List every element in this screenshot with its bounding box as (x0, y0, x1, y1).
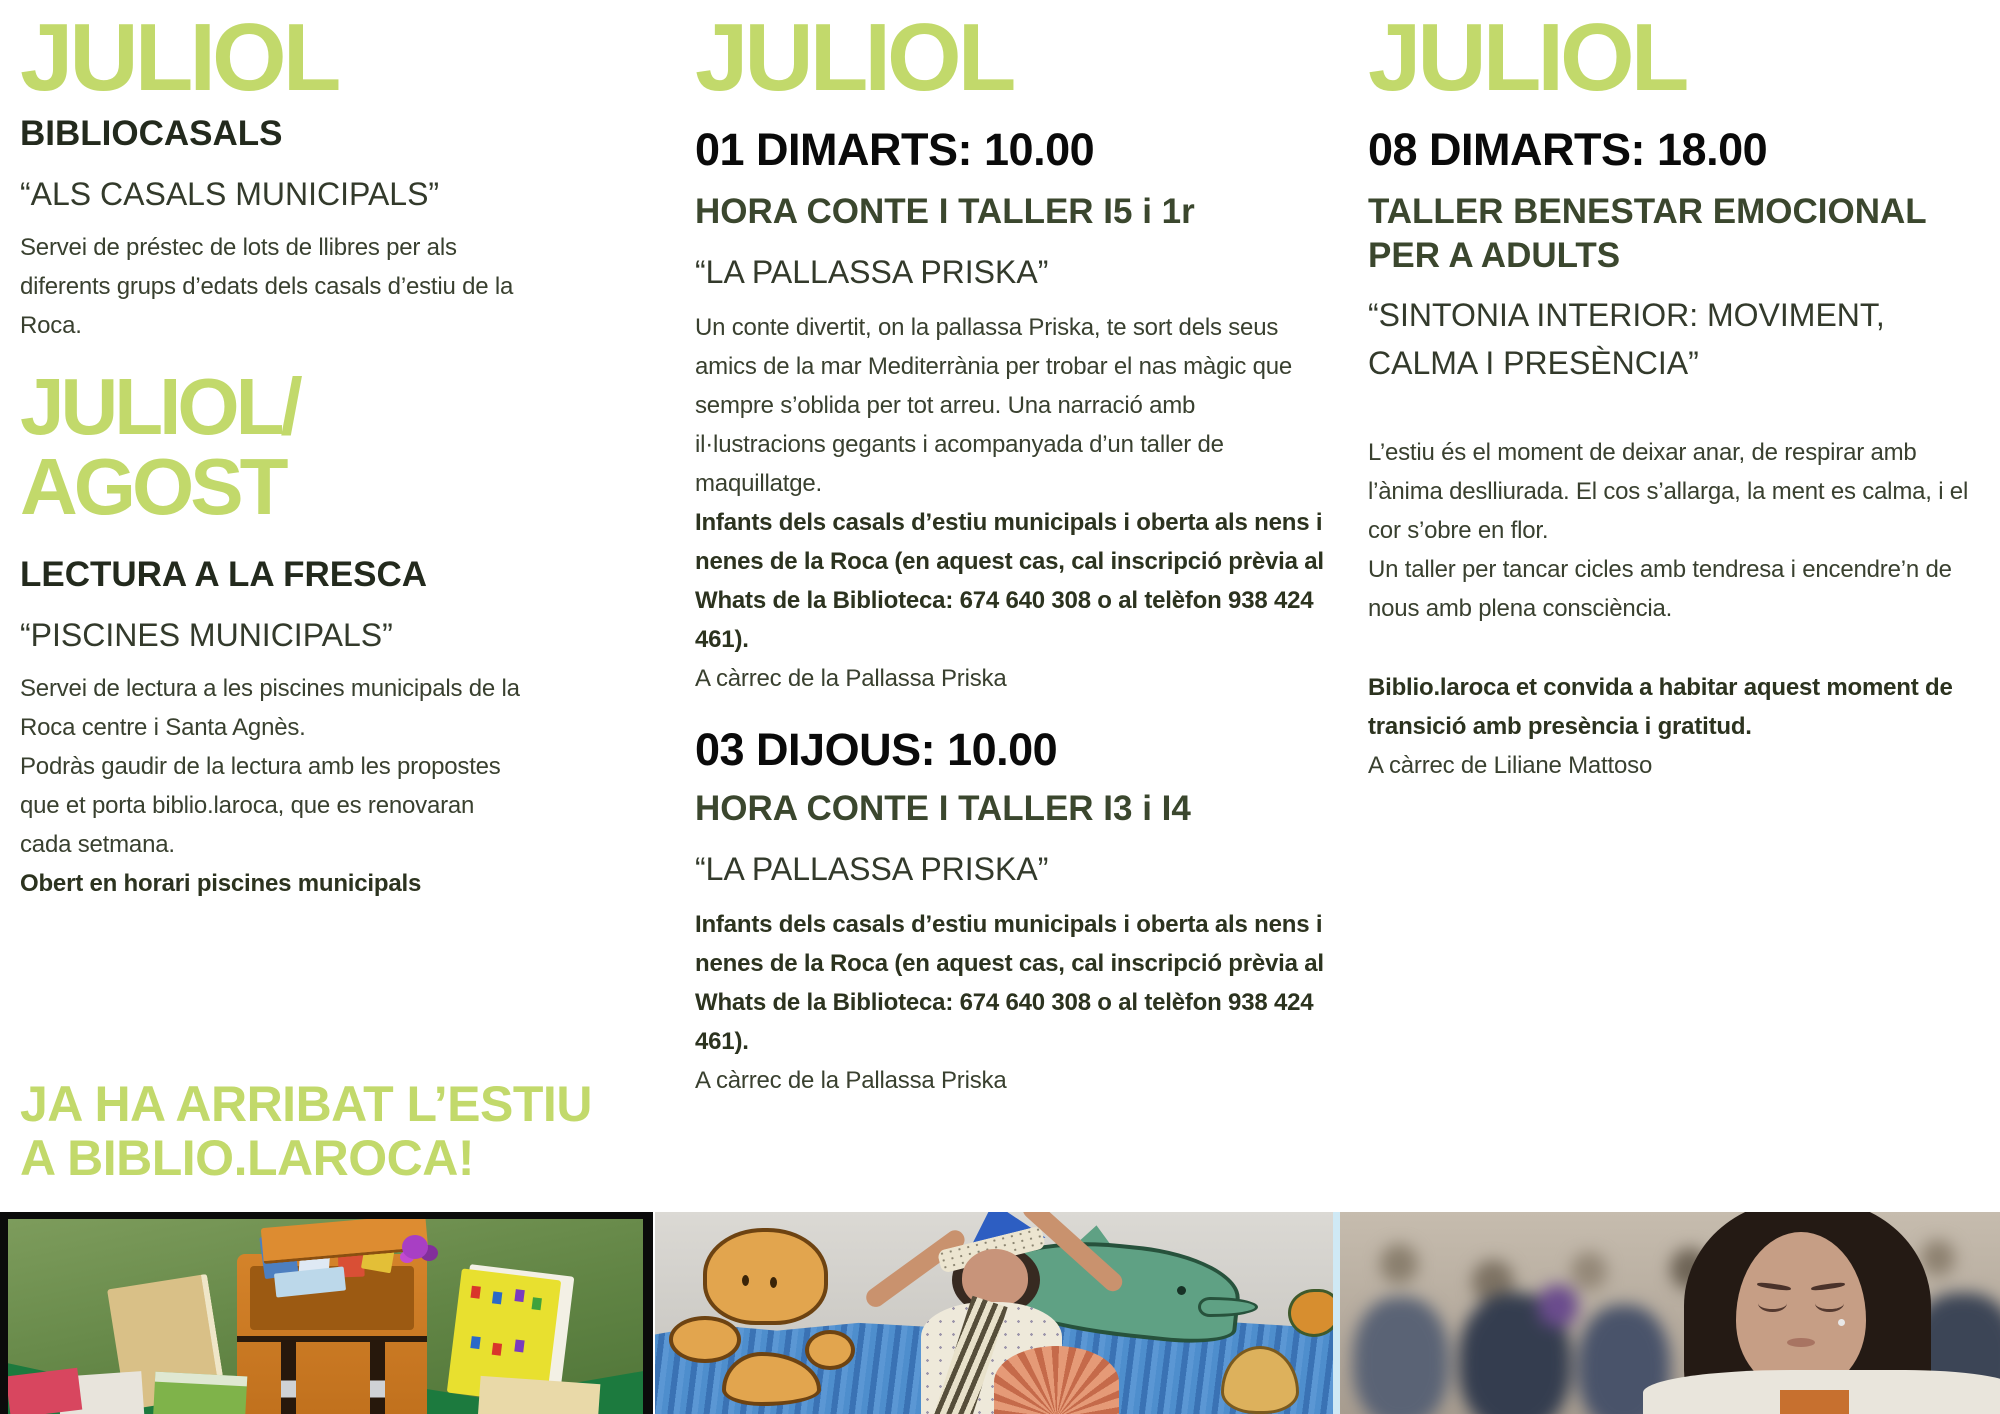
dolphin-snout (1198, 1297, 1258, 1317)
event-01-heading: HORA CONTE I TALLER I5 i 1r (695, 191, 1195, 231)
event-03-date: 03 DIJOUS: 10.00 (695, 723, 1058, 775)
lectura-opening-hours: Obert en horari piscines municipals (20, 869, 422, 897)
box-strap (281, 1340, 296, 1414)
bibliocasals-description: Servei de préstec de lots de llibres per als diferents grups d’edats dels casals d’estiu de la Roca. (20, 233, 514, 339)
meditating-woman (1657, 1212, 2000, 1414)
purple-flower (402, 1235, 428, 1259)
summer-banner (20, 1078, 660, 1185)
event-08-credit: A càrrec de Liliane Mattoso (1368, 752, 1653, 780)
event-08-description-2: Un taller per tancar cicles amb tendresa i encendre’n de nous amb plena consciència. (1368, 556, 1952, 623)
month-title-juliol-agost-line1: JULIOL/ (20, 361, 299, 451)
magazine-on-grass (153, 1372, 248, 1414)
closed-eye (1815, 1295, 1844, 1312)
audience-head (1571, 1252, 1607, 1290)
event-03-credit: A càrrec de la Pallassa Priska (695, 1067, 1007, 1094)
lectura-description-1: Servei de lectura a les piscines municipals de la Roca centre i Santa Agnès. (20, 674, 520, 741)
octopus-eyes (742, 1275, 749, 1286)
eyebrow (1811, 1282, 1845, 1292)
event-03-registration-info: Infants dels casals d’estiu municipals i oberta als nens i nenes de la Roca (en aquest cas, cal inscripció prèvia al Whats de la Biblioteca: 674 640 308 o al telèfon 938 424 461). (695, 911, 1324, 1055)
summer-banner-line-2: A BIBLIO.LAROCA! (20, 1129, 474, 1186)
piscines-subheading: “PISCINES MUNICIPALS” (20, 616, 393, 653)
bibliocasals-heading: BIBLIOCASALS (20, 114, 283, 153)
month-title: JULIOL (695, 4, 1013, 111)
octopus-cutout (669, 1228, 859, 1406)
column-juliol-right (1368, 0, 1980, 785)
event-08-subheading: “SINTONIA INTERIOR: MOVIMENT, CALMA I PRESÈNCIA” (1368, 297, 1885, 382)
octopus-head (703, 1228, 829, 1325)
green-edge-accent (1333, 1368, 1340, 1414)
eyebrow (1756, 1282, 1790, 1292)
lectura-description-2: Podràs gaudir de la lectura amb les propostes que et porta biblio.laroca, que es renovaran cada setmana. (20, 752, 501, 858)
lips (1787, 1338, 1816, 1347)
event-08-description-1: L’estiu és el moment de deixar anar, de respirar amb l’ànima deslliurada. El cos s’allarga, la ment es calma, i el cor s’obre en flor. (1368, 439, 1969, 545)
orange-top (1780, 1390, 1849, 1414)
book-title-letters (471, 1285, 481, 1298)
event-01-date: 01 DIMARTS: 10.00 (695, 124, 1095, 175)
closed-eye (1758, 1295, 1787, 1312)
column-juliol-left (20, 0, 525, 903)
octopus-tentacle (669, 1316, 742, 1363)
event-01-subheading: “LA PALLASSA PRISKA” (695, 253, 1049, 290)
event-08-invitation: Biblio.laroca et convida a habitar aquest moment de transició amb presència i gratitud. (1368, 674, 1953, 741)
earring (1838, 1319, 1845, 1326)
audience-body (1353, 1297, 1449, 1414)
summer-banner-line-1: JA HA ARRIBAT L’ESTIU (20, 1076, 592, 1132)
grass-background (8, 1219, 643, 1414)
event-08-heading: TALLER BENESTAR EMOCIONAL PER A ADULTS (1368, 191, 1927, 275)
magazine-on-grass (8, 1368, 82, 1414)
event-01-credit: A càrrec de la Pallassa Priska (695, 664, 1007, 692)
event-01-registration-info: Infants dels casals d’estiu municipals i oberta als nens i nenes de la Roca (en aquest cas, cal inscripció prèvia al Whats de la Biblioteca: 674 640 308 o al telèfon 938 424 461). (695, 508, 1324, 653)
month-title: JULIOL (1368, 4, 1686, 111)
bibliocasals-photo (0, 1212, 653, 1414)
pallassa-priska-photo (655, 1212, 1333, 1414)
box-strap-band (237, 1336, 428, 1342)
magazine-on-grass (477, 1376, 600, 1414)
event-03-subheading: “LA PALLASSA PRISKA” (695, 851, 1049, 887)
event-03-heading: HORA CONTE I TALLER I3 i I4 (695, 789, 1191, 829)
audience-head (1380, 1244, 1418, 1284)
lectura-heading: LECTURA A LA FRESCA (20, 554, 428, 594)
month-title-juliol-agost-line2: AGOST (20, 441, 285, 531)
column-juliol-center (695, 0, 1325, 1100)
event-01-description: Un conte divertit, on la pallassa Priska, te sort dels seus amics de la mar Mediterrània per trobar el nas màgic que sempre s’oblida per tot arreu. Una narració amb il·lustracions gegants i acompanyada d’un taller de maquillatge. (695, 313, 1293, 497)
bibliocasals-subheading: “ALS CASALS MUNICIPALS” (20, 175, 440, 212)
box-strap (370, 1340, 385, 1414)
month-title: JULIOL (20, 4, 338, 111)
audience-body (1538, 1285, 1578, 1327)
octopus-tentacle (805, 1330, 855, 1370)
taller-benestar-photo (1333, 1212, 2000, 1414)
coral-cutout (994, 1346, 1119, 1414)
event-08-date: 08 DIMARTS: 18.00 (1368, 124, 1768, 175)
octopus-tentacle (722, 1352, 821, 1406)
